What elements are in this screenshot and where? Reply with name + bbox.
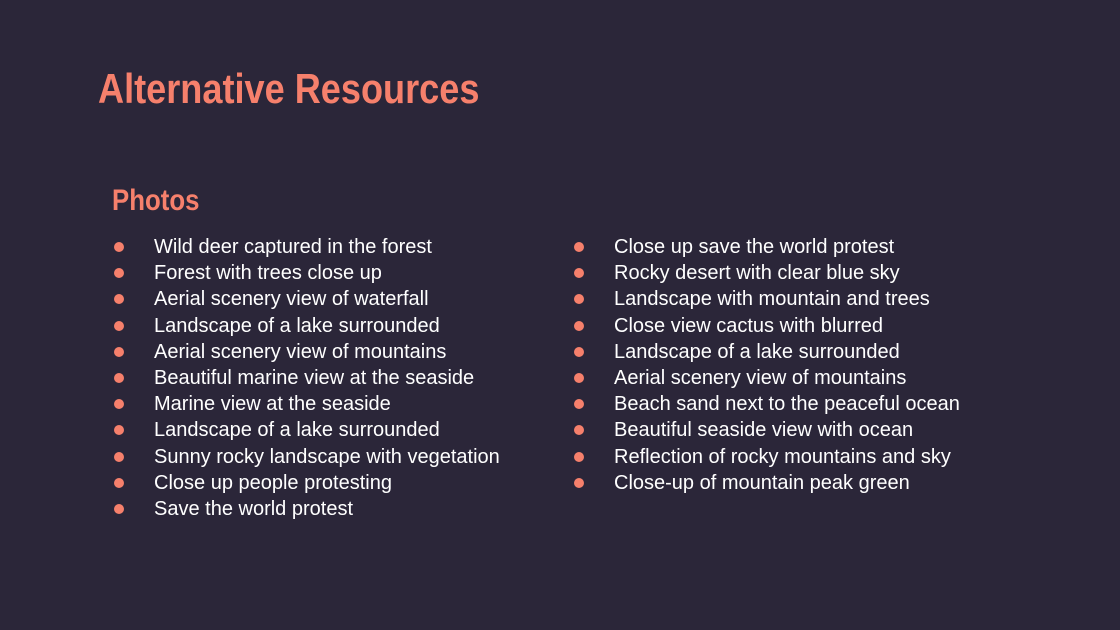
dot-bullet-icon xyxy=(574,347,584,357)
list-item-label: Save the world protest xyxy=(154,497,353,520)
list-item xyxy=(112,417,500,443)
list-item xyxy=(572,260,960,286)
list-item xyxy=(572,417,960,443)
list-item xyxy=(572,234,960,260)
dot-bullet-icon xyxy=(574,425,584,435)
dot-bullet-icon xyxy=(114,373,124,383)
dot-bullet-icon xyxy=(114,321,124,331)
list-item-label: Close up save the world protest xyxy=(614,236,895,258)
dot-bullet-icon xyxy=(574,268,584,278)
list-item xyxy=(572,365,960,391)
list-item xyxy=(572,391,960,417)
list-item-label: Aerial scenery view of mountains xyxy=(154,340,447,363)
list-item xyxy=(112,313,500,339)
dot-bullet-icon xyxy=(574,294,584,304)
list-item xyxy=(572,313,960,339)
list-item-label: Landscape with mountain and trees xyxy=(614,288,930,311)
list-item-label: Wild deer captured in the forest xyxy=(154,236,432,258)
list-item-label: Aerial scenery view of mountains xyxy=(614,366,907,389)
dot-bullet-icon xyxy=(574,399,584,409)
list-item xyxy=(572,470,960,496)
slide-title: Alternative Resources xyxy=(98,65,480,112)
dot-bullet-icon xyxy=(574,242,584,252)
list-item xyxy=(572,444,960,470)
dot-bullet-icon xyxy=(574,321,584,331)
list-item-label: Close view cactus with blurred xyxy=(614,314,883,337)
list-item-label: Aerial scenery view of waterfall xyxy=(154,288,429,311)
list-item xyxy=(112,391,500,417)
list-item-label: Beautiful seaside view with ocean xyxy=(614,419,914,442)
dot-bullet-icon xyxy=(574,452,584,462)
photo-list-right xyxy=(572,234,960,496)
list-item-label: Landscape of a lake surrounded xyxy=(154,314,440,337)
list-item-label: Landscape of a lake surrounded xyxy=(154,419,440,442)
dot-bullet-icon xyxy=(114,242,124,252)
list-item xyxy=(112,339,500,365)
list-item-label: Reflection of rocky mountains and sky xyxy=(614,445,951,468)
list-item-label: Sunny rocky landscape with vegetation xyxy=(154,445,500,468)
dot-bullet-icon xyxy=(114,478,124,488)
list-item xyxy=(572,286,960,312)
list-item xyxy=(112,286,500,312)
list-item-label: Close up people protesting xyxy=(154,471,392,494)
dot-bullet-icon xyxy=(114,399,124,409)
section-heading-photos: Photos xyxy=(112,184,200,217)
list-item xyxy=(112,470,500,496)
dot-bullet-icon xyxy=(574,478,584,488)
list-item xyxy=(112,365,500,391)
dot-bullet-icon xyxy=(114,294,124,304)
list-item xyxy=(112,234,500,260)
dot-bullet-icon xyxy=(574,373,584,383)
dot-bullet-icon xyxy=(114,425,124,435)
list-item-label: Landscape of a lake surrounded xyxy=(614,340,900,363)
dot-bullet-icon xyxy=(114,452,124,462)
dot-bullet-icon xyxy=(114,268,124,278)
list-item xyxy=(112,496,500,522)
list-item xyxy=(112,444,500,470)
list-item-label: Beach sand next to the peaceful ocean xyxy=(614,393,960,416)
dot-bullet-icon xyxy=(114,504,124,514)
photo-list-left xyxy=(112,234,500,522)
list-item-label: Rocky desert with clear blue sky xyxy=(614,262,900,285)
list-item xyxy=(112,260,500,286)
list-item-label: Marine view at the seaside xyxy=(154,393,391,416)
list-item-label: Close-up of mountain peak green xyxy=(614,471,910,494)
list-item-label: Beautiful marine view at the seaside xyxy=(154,366,475,389)
list-item-label: Forest with trees close up xyxy=(154,262,382,285)
dot-bullet-icon xyxy=(114,347,124,357)
list-item xyxy=(572,339,960,365)
